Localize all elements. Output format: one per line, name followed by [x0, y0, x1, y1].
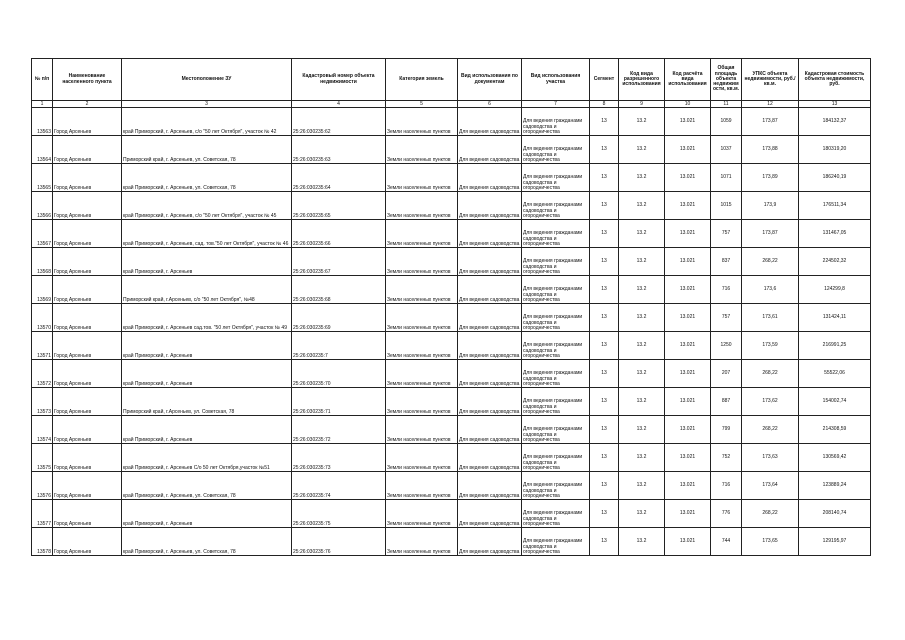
column-number-cell: 1: [32, 101, 53, 108]
cell-land-category: Земли населенных пунктов: [386, 416, 458, 444]
cadastral-value-table-sheet: [31, 58, 871, 556]
cell-cadastral-value: 129195,97: [799, 528, 871, 556]
cell-settlement: Город Арсеньев: [53, 528, 122, 556]
cell-use-code: 13.2: [619, 360, 665, 388]
cell-calc-code: 13.021: [665, 192, 711, 220]
table-row: [32, 416, 871, 444]
cell-location: край Приморский, г. Арсеньев, сад. тов."50 лет Октября", участок № 46: [122, 220, 292, 248]
cell-upks: 173,61: [742, 304, 799, 332]
header-cadastral-value: Кадастровая стоимость объекта недвижимости, руб.: [799, 59, 871, 101]
cell-area: 757: [711, 220, 742, 248]
cell-doc-use: Для ведения садоводства: [458, 136, 522, 164]
cell-use-code: 13.2: [619, 304, 665, 332]
header-upks: УПКС объекта недвижимости, руб./кв.м.: [742, 59, 799, 101]
cell-cadastral-number: 25:26:030235:65: [292, 192, 386, 220]
table-row: [32, 500, 871, 528]
cell-calc-code: 13.021: [665, 444, 711, 472]
cell-segment: 13: [590, 472, 619, 500]
cell-settlement: Город Арсеньев: [53, 444, 122, 472]
cell-cadastral-number: 25:26:030235:72: [292, 416, 386, 444]
cell-cadastral-value: 184132,37: [799, 108, 871, 136]
table-body: [32, 101, 871, 556]
cell-area: 716: [711, 276, 742, 304]
cell-settlement: Город Арсеньев: [53, 248, 122, 276]
cell-calc-code: 13.021: [665, 108, 711, 136]
cell-segment: 13: [590, 220, 619, 248]
cell-settlement: Город Арсеньев: [53, 360, 122, 388]
cell-settlement: Город Арсеньев: [53, 276, 122, 304]
cell-doc-use: Для ведения садоводства: [458, 304, 522, 332]
cell-land-category: Земли населенных пунктов: [386, 220, 458, 248]
header-location: Местоположение ЗУ: [122, 59, 292, 101]
cell-calc-code: 13.021: [665, 136, 711, 164]
cell-doc-use: Для ведения садоводства: [458, 360, 522, 388]
cell-plot-use: Для ведения гражданами садоводства и огородничества: [522, 444, 590, 472]
cell-use-code: 13.2: [619, 276, 665, 304]
cell-land-category: Земли населенных пунктов: [386, 108, 458, 136]
cell-settlement: Город Арсеньев: [53, 472, 122, 500]
cell-land-category: Земли населенных пунктов: [386, 500, 458, 528]
cell-cadastral-value: 214308,59: [799, 416, 871, 444]
cell-use-code: 13.2: [619, 192, 665, 220]
column-number-cell: 7: [522, 101, 590, 108]
cell-cadastral-value: 224502,32: [799, 248, 871, 276]
cell-area: 776: [711, 500, 742, 528]
cell-cadastral-value: 55522,06: [799, 360, 871, 388]
cell-row-number: 13570: [32, 304, 53, 332]
cell-doc-use: Для ведения садоводства: [458, 528, 522, 556]
cell-cadastral-number: 25:26:030235:7: [292, 332, 386, 360]
header-calc-code: Код расчёта вида использования: [665, 59, 711, 101]
cell-land-category: Земли населенных пунктов: [386, 192, 458, 220]
cell-use-code: 13.2: [619, 444, 665, 472]
cell-settlement: Город Арсеньев: [53, 332, 122, 360]
table-row: [32, 276, 871, 304]
cell-location: Приморский край, г.Арсеньев, ул. Советская, 78: [122, 388, 292, 416]
cell-segment: 13: [590, 248, 619, 276]
table-row: [32, 248, 871, 276]
cell-calc-code: 13.021: [665, 304, 711, 332]
cell-settlement: Город Арсеньев: [53, 220, 122, 248]
column-number-cell: 12: [742, 101, 799, 108]
cell-area: 1250: [711, 332, 742, 360]
cell-plot-use: Для ведения гражданами садоводства и огородничества: [522, 500, 590, 528]
cell-area: 1071: [711, 164, 742, 192]
table-row: [32, 472, 871, 500]
cell-segment: 13: [590, 388, 619, 416]
cell-land-category: Земли населенных пунктов: [386, 472, 458, 500]
cell-use-code: 13.2: [619, 472, 665, 500]
cell-doc-use: Для ведения садоводства: [458, 500, 522, 528]
cell-row-number: 13575: [32, 444, 53, 472]
column-number-cell: 10: [665, 101, 711, 108]
cell-location: край Приморский, г. Арсеньев С/о 50 лет Октября,участок №51: [122, 444, 292, 472]
cell-row-number: 13567: [32, 220, 53, 248]
cell-cadastral-number: 25:26:030235:71: [292, 388, 386, 416]
cell-segment: 13: [590, 500, 619, 528]
cell-row-number: 13574: [32, 416, 53, 444]
column-number-cell: 2: [53, 101, 122, 108]
cell-plot-use: Для ведения гражданами садоводства и огородничества: [522, 304, 590, 332]
cell-upks: 173,88: [742, 136, 799, 164]
cell-calc-code: 13.021: [665, 528, 711, 556]
cell-settlement: Город Арсеньев: [53, 136, 122, 164]
cell-row-number: 13564: [32, 136, 53, 164]
cell-area: 1059: [711, 108, 742, 136]
cell-area: 799: [711, 416, 742, 444]
cell-use-code: 13.2: [619, 108, 665, 136]
cell-use-code: 13.2: [619, 136, 665, 164]
cell-doc-use: Для ведения садоводства: [458, 108, 522, 136]
cell-doc-use: Для ведения садоводства: [458, 416, 522, 444]
cell-settlement: Город Арсеньев: [53, 304, 122, 332]
cell-land-category: Земли населенных пунктов: [386, 164, 458, 192]
cell-segment: 13: [590, 276, 619, 304]
cell-area: 757: [711, 304, 742, 332]
cell-segment: 13: [590, 528, 619, 556]
cell-plot-use: Для ведения гражданами садоводства и огородничества: [522, 388, 590, 416]
cell-row-number: 13576: [32, 472, 53, 500]
cell-calc-code: 13.021: [665, 416, 711, 444]
cell-area: 752: [711, 444, 742, 472]
cell-row-number: 13568: [32, 248, 53, 276]
cell-cadastral-value: 208140,74: [799, 500, 871, 528]
cell-plot-use: Для ведения гражданами садоводства и огородничества: [522, 192, 590, 220]
header-doc-use: Вид использования по документам: [458, 59, 522, 101]
cell-row-number: 13572: [32, 360, 53, 388]
cell-cadastral-number: 25:26:030235:63: [292, 136, 386, 164]
cell-upks: 173,89: [742, 164, 799, 192]
cell-cadastral-value: 124299,8: [799, 276, 871, 304]
cell-calc-code: 13.021: [665, 164, 711, 192]
cell-cadastral-value: 131467,05: [799, 220, 871, 248]
cell-row-number: 13573: [32, 388, 53, 416]
column-number-row: [32, 101, 871, 108]
cell-plot-use: Для ведения гражданами садоводства и огородничества: [522, 276, 590, 304]
cell-area: 716: [711, 472, 742, 500]
cell-calc-code: 13.021: [665, 332, 711, 360]
column-number-cell: 8: [590, 101, 619, 108]
cell-calc-code: 13.021: [665, 220, 711, 248]
cell-cadastral-number: 25:26:030235:70: [292, 360, 386, 388]
cell-segment: 13: [590, 332, 619, 360]
cell-land-category: Земли населенных пунктов: [386, 248, 458, 276]
cell-doc-use: Для ведения садоводства: [458, 472, 522, 500]
column-number-cell: 9: [619, 101, 665, 108]
cell-plot-use: Для ведения гражданами садоводства и огородничества: [522, 248, 590, 276]
table-row: [32, 192, 871, 220]
column-number-cell: 3: [122, 101, 292, 108]
cell-doc-use: Для ведения садоводства: [458, 332, 522, 360]
cell-cadastral-number: 25:26:030235:66: [292, 220, 386, 248]
cell-doc-use: Для ведения садоводства: [458, 192, 522, 220]
cell-doc-use: Для ведения садоводства: [458, 388, 522, 416]
cell-cadastral-number: 25:26:030235:69: [292, 304, 386, 332]
cell-land-category: Земли населенных пунктов: [386, 304, 458, 332]
cell-segment: 13: [590, 164, 619, 192]
cell-location: край Приморский, г. Арсеньев, ул. Советская, 78: [122, 164, 292, 192]
column-number-cell: 6: [458, 101, 522, 108]
cell-calc-code: 13.021: [665, 276, 711, 304]
cell-cadastral-value: 130569,42: [799, 444, 871, 472]
table-row: [32, 444, 871, 472]
cell-location: край Приморский, г. Арсеньев сад.тов. "50 лет Октября", участок № 49: [122, 304, 292, 332]
table-row: [32, 136, 871, 164]
cell-calc-code: 13.021: [665, 472, 711, 500]
cell-segment: 13: [590, 444, 619, 472]
cell-location: край Приморский, г. Арсеньев, ул. Советская, 78: [122, 528, 292, 556]
cell-upks: 268,22: [742, 360, 799, 388]
cell-land-category: Земли населенных пунктов: [386, 136, 458, 164]
cadastral-value-table: [31, 58, 871, 556]
cell-location: Приморский край, г. Арсеньев, ул. Советская, 78: [122, 136, 292, 164]
cell-use-code: 13.2: [619, 220, 665, 248]
cell-location: край Приморский, г. Арсеньев: [122, 332, 292, 360]
cell-land-category: Земли населенных пунктов: [386, 276, 458, 304]
table-row: [32, 164, 871, 192]
cell-area: 207: [711, 360, 742, 388]
cell-upks: 173,9: [742, 192, 799, 220]
cell-row-number: 13563: [32, 108, 53, 136]
cell-area: 744: [711, 528, 742, 556]
cell-upks: 268,22: [742, 500, 799, 528]
cell-cadastral-value: 216991,25: [799, 332, 871, 360]
cell-cadastral-number: 25:26:030235:67: [292, 248, 386, 276]
cell-upks: 268,22: [742, 248, 799, 276]
header-settlement: Наименование населенного пункта: [53, 59, 122, 101]
table-row: [32, 388, 871, 416]
table-row: [32, 332, 871, 360]
cell-area: 837: [711, 248, 742, 276]
cell-use-code: 13.2: [619, 528, 665, 556]
header-use-code: Код вида разрешенного использования: [619, 59, 665, 101]
cell-row-number: 13577: [32, 500, 53, 528]
cell-cadastral-number: 25:26:030235:68: [292, 276, 386, 304]
cell-cadastral-value: 131424,11: [799, 304, 871, 332]
cell-doc-use: Для ведения садоводства: [458, 164, 522, 192]
cell-plot-use: Для ведения гражданами садоводства и огородничества: [522, 472, 590, 500]
cell-plot-use: Для ведения гражданами садоводства и огородничества: [522, 332, 590, 360]
cell-calc-code: 13.021: [665, 388, 711, 416]
cell-cadastral-value: 123889,24: [799, 472, 871, 500]
cell-upks: 173,64: [742, 472, 799, 500]
column-number-cell: 13: [799, 101, 871, 108]
cell-cadastral-number: 25:26:030235:74: [292, 472, 386, 500]
cell-plot-use: Для ведения гражданами садоводства и огородничества: [522, 360, 590, 388]
cell-use-code: 13.2: [619, 332, 665, 360]
cell-settlement: Город Арсеньев: [53, 108, 122, 136]
cell-doc-use: Для ведения садоводства: [458, 276, 522, 304]
cell-plot-use: Для ведения гражданами садоводства и огородничества: [522, 416, 590, 444]
cell-location: край Приморский, г. Арсеньев: [122, 248, 292, 276]
cell-cadastral-value: 180319,20: [799, 136, 871, 164]
cell-use-code: 13.2: [619, 164, 665, 192]
cell-cadastral-number: 25:26:030235:75: [292, 500, 386, 528]
cell-segment: 13: [590, 416, 619, 444]
cell-plot-use: Для ведения гражданами садоводства и огородничества: [522, 164, 590, 192]
cell-doc-use: Для ведения садоводства: [458, 248, 522, 276]
cell-cadastral-number: 25:26:030235:62: [292, 108, 386, 136]
cell-use-code: 13.2: [619, 500, 665, 528]
cell-location: край Приморский, г. Арсеньев, ул. Советская, 78: [122, 472, 292, 500]
cell-settlement: Город Арсеньев: [53, 192, 122, 220]
cell-upks: 173,87: [742, 220, 799, 248]
cell-row-number: 13578: [32, 528, 53, 556]
cell-segment: 13: [590, 108, 619, 136]
cell-use-code: 13.2: [619, 248, 665, 276]
cell-area: 1037: [711, 136, 742, 164]
cell-upks: 268,22: [742, 416, 799, 444]
cell-segment: 13: [590, 136, 619, 164]
cell-row-number: 13565: [32, 164, 53, 192]
cell-upks: 173,87: [742, 108, 799, 136]
cell-cadastral-number: 25:26:030235:64: [292, 164, 386, 192]
header-area: Общая площадь объекта недвижим ости, кв.м.: [711, 59, 742, 101]
cell-use-code: 13.2: [619, 388, 665, 416]
cell-location: Приморский край, г.Арсеньев, с/о "50 лет Октября", №48: [122, 276, 292, 304]
table-row: [32, 304, 871, 332]
cell-location: край Приморский, г. Арсеньев: [122, 500, 292, 528]
table-header-row: [32, 59, 871, 101]
cell-row-number: 13569: [32, 276, 53, 304]
cell-row-number: 13566: [32, 192, 53, 220]
cell-land-category: Земли населенных пунктов: [386, 388, 458, 416]
column-number-cell: 5: [386, 101, 458, 108]
cell-use-code: 13.2: [619, 416, 665, 444]
cell-upks: 173,62: [742, 388, 799, 416]
cell-plot-use: Для ведения гражданами садоводства и огородничества: [522, 136, 590, 164]
cell-land-category: Земли населенных пунктов: [386, 528, 458, 556]
cell-cadastral-value: 176511,34: [799, 192, 871, 220]
cell-location: край Приморский, г. Арсеньев, с/о "50 лет Октября", участок № 42: [122, 108, 292, 136]
cell-calc-code: 13.021: [665, 360, 711, 388]
cell-area: 1015: [711, 192, 742, 220]
cell-cadastral-value: 154002,74: [799, 388, 871, 416]
cell-plot-use: Для ведения гражданами садоводства и огородничества: [522, 220, 590, 248]
table-row: [32, 528, 871, 556]
table-row: [32, 108, 871, 136]
cell-doc-use: Для ведения садоводства: [458, 444, 522, 472]
cell-segment: 13: [590, 360, 619, 388]
cell-cadastral-value: 186240,19: [799, 164, 871, 192]
cell-calc-code: 13.021: [665, 500, 711, 528]
cell-settlement: Город Арсеньев: [53, 388, 122, 416]
table-row: [32, 360, 871, 388]
cell-cadastral-number: 25:26:030235:76: [292, 528, 386, 556]
column-number-cell: 4: [292, 101, 386, 108]
cell-land-category: Земли населенных пунктов: [386, 444, 458, 472]
cell-settlement: Город Арсеньев: [53, 416, 122, 444]
cell-settlement: Город Арсеньев: [53, 500, 122, 528]
cell-calc-code: 13.021: [665, 248, 711, 276]
cell-segment: 13: [590, 192, 619, 220]
cell-upks: 173,6: [742, 276, 799, 304]
cell-area: 887: [711, 388, 742, 416]
cell-location: край Приморский, г. Арсеньев: [122, 360, 292, 388]
cell-segment: 13: [590, 304, 619, 332]
cell-plot-use: Для ведения гражданами садоводства и огородничества: [522, 528, 590, 556]
header-plot-use: Вид использования участка: [522, 59, 590, 101]
cell-upks: 173,65: [742, 528, 799, 556]
cell-cadastral-number: 25:26:030235:73: [292, 444, 386, 472]
cell-land-category: Земли населенных пунктов: [386, 360, 458, 388]
cell-upks: 173,63: [742, 444, 799, 472]
cell-doc-use: Для ведения садоводства: [458, 220, 522, 248]
table-row: [32, 220, 871, 248]
cell-location: край Приморский, г. Арсеньев: [122, 416, 292, 444]
cell-location: край Приморский, г. Арсеньев, с/о "50 лет Октября", участок № 45: [122, 192, 292, 220]
cell-settlement: Город Арсеньев: [53, 164, 122, 192]
header-segment: Сегмент: [590, 59, 619, 101]
cell-plot-use: Для ведения гражданами садоводства и огородничества: [522, 108, 590, 136]
header-row-number: № п/п: [32, 59, 53, 101]
column-number-cell: 11: [711, 101, 742, 108]
cell-upks: 173,59: [742, 332, 799, 360]
header-cadastral-number: Кадастровый номер объекта недвижимости: [292, 59, 386, 101]
cell-row-number: 13571: [32, 332, 53, 360]
cell-land-category: Земли населенных пунктов: [386, 332, 458, 360]
header-land-category: Категория земель: [386, 59, 458, 101]
